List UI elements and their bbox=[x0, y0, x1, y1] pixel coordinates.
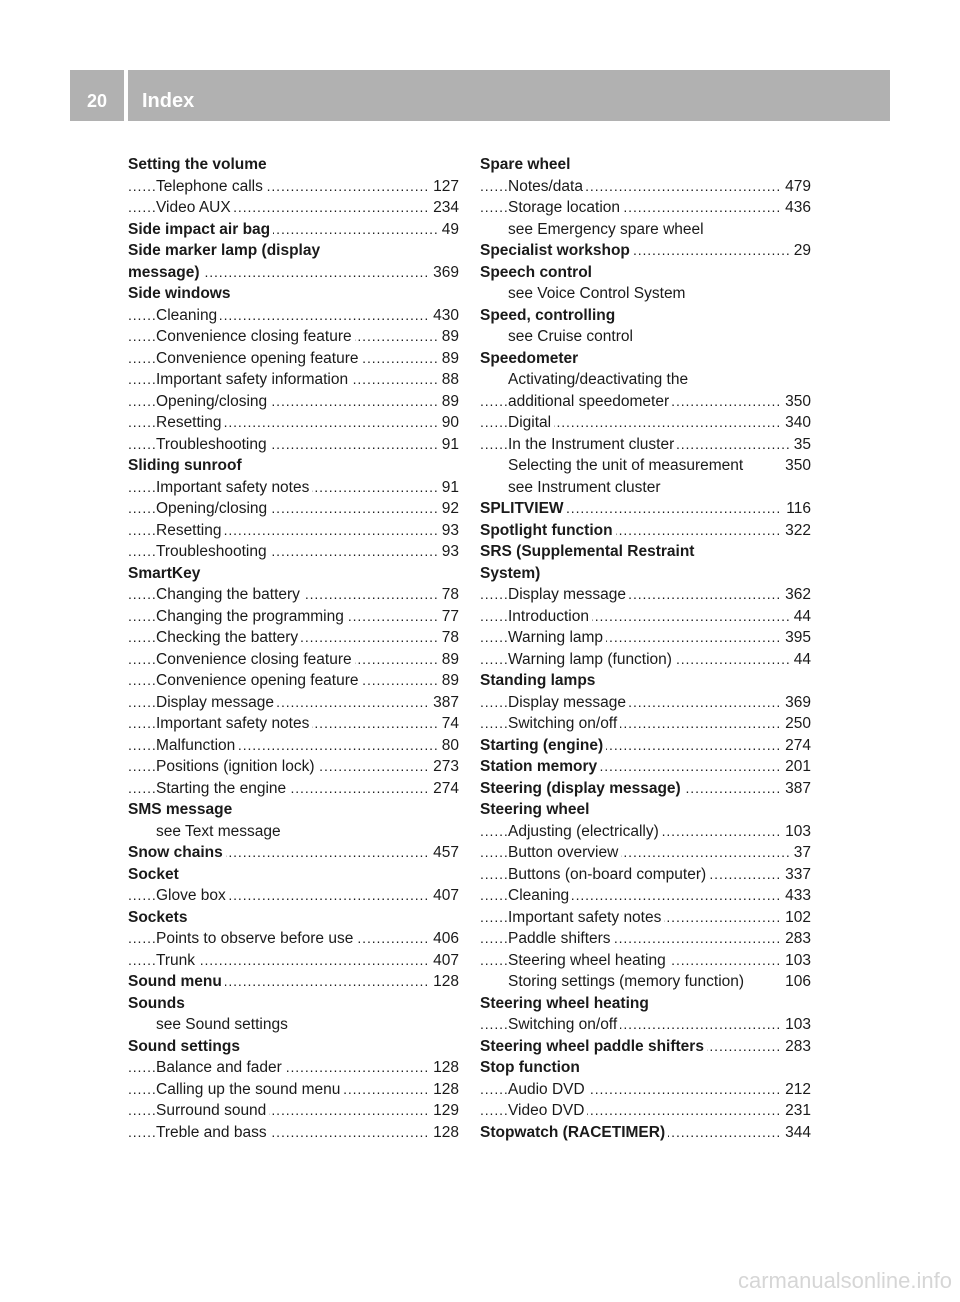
page-header bbox=[70, 70, 890, 121]
index-subentry bbox=[128, 197, 459, 219]
entry-page-number: 322 bbox=[781, 520, 811, 542]
index-subentry bbox=[480, 649, 811, 671]
index-entry bbox=[480, 154, 811, 176]
entry-page-number: 103 bbox=[781, 1014, 811, 1036]
entry-page-number: 91 bbox=[438, 477, 459, 499]
index-subentry bbox=[480, 1014, 811, 1036]
entry-text: Checking the battery bbox=[156, 629, 301, 646]
entry-text: see Emergency spare wheel bbox=[508, 221, 707, 238]
entry-page-number: 35 bbox=[790, 434, 811, 456]
entry-text: SPLITVIEW bbox=[480, 500, 567, 517]
index-entry bbox=[128, 455, 459, 477]
index-entry bbox=[128, 971, 459, 993]
entry-page-number: 407 bbox=[429, 885, 459, 907]
index-subentry bbox=[128, 713, 459, 735]
page-number: 20 bbox=[86, 91, 108, 111]
entry-page-number: 93 bbox=[438, 541, 459, 563]
entry-text: Points to observe before use bbox=[156, 930, 356, 947]
entry-text: Surround sound bbox=[156, 1102, 269, 1119]
index-subentry bbox=[480, 864, 811, 886]
entry-page-number: 406 bbox=[429, 928, 459, 950]
index-subentry bbox=[480, 434, 811, 456]
entry-page-number: 129 bbox=[429, 1100, 459, 1122]
entry-text: Balance and fader bbox=[156, 1059, 285, 1076]
entry-page-number: 89 bbox=[438, 391, 459, 413]
index-subentry bbox=[128, 649, 459, 671]
index-subentry bbox=[128, 498, 459, 520]
index-entry bbox=[480, 520, 811, 542]
entry-text: see Instrument cluster bbox=[508, 479, 663, 496]
entry-text: see Cruise control bbox=[508, 328, 636, 345]
entry-text: Convenience opening feature bbox=[156, 672, 362, 689]
entry-page-number: 283 bbox=[781, 1036, 811, 1058]
entry-page-number: 350 bbox=[781, 391, 811, 413]
entry-text: Resetting bbox=[156, 522, 224, 539]
entry-page-number: 49 bbox=[438, 219, 459, 241]
index-entry bbox=[128, 262, 459, 284]
entry-text: see Text message bbox=[156, 823, 284, 840]
entry-text: Changing the battery bbox=[156, 586, 303, 603]
entry-text: Station memory bbox=[480, 758, 600, 775]
index-subentry bbox=[480, 219, 811, 241]
index-entry bbox=[480, 498, 811, 520]
entry-text: Starting the engine bbox=[156, 780, 289, 797]
entry-page-number: 201 bbox=[781, 756, 811, 778]
entry-text: Standing lamps bbox=[480, 672, 598, 689]
index-subentry bbox=[128, 1100, 459, 1122]
entry-text: Sound settings bbox=[128, 1038, 243, 1055]
entry-text: Opening/closing bbox=[156, 500, 270, 517]
index-entry bbox=[128, 993, 459, 1015]
entry-page-number: 128 bbox=[429, 1079, 459, 1101]
index-subentry bbox=[480, 391, 811, 413]
entry-page-number: 116 bbox=[782, 498, 811, 520]
entry-page-number: 274 bbox=[429, 778, 459, 800]
entry-page-number: 250 bbox=[781, 713, 811, 735]
entry-page-number: 92 bbox=[438, 498, 459, 520]
index-subentry bbox=[128, 778, 459, 800]
entry-text: Important safety information bbox=[156, 371, 351, 388]
entry-text: see Sound settings bbox=[156, 1016, 291, 1033]
entry-page-number: 231 bbox=[781, 1100, 811, 1122]
entry-text: Important safety notes bbox=[156, 479, 312, 496]
entry-page-number: 369 bbox=[781, 692, 811, 714]
entry-page-number: 128 bbox=[429, 971, 459, 993]
index-entry bbox=[128, 907, 459, 929]
entry-page-number: 102 bbox=[781, 907, 811, 929]
index-subentry bbox=[128, 735, 459, 757]
index-entry bbox=[128, 799, 459, 821]
entry-page-number: 283 bbox=[781, 928, 811, 950]
entry-text: Side marker lamp (display bbox=[128, 242, 323, 259]
entry-text: Steering (display message) bbox=[480, 780, 684, 797]
section-title-bar bbox=[128, 70, 890, 121]
entry-text: Socket bbox=[128, 866, 182, 883]
entry-page-number: 479 bbox=[781, 176, 811, 198]
index-subentry bbox=[480, 584, 811, 606]
index-subentry bbox=[480, 176, 811, 198]
index-entry bbox=[480, 563, 811, 585]
entry-text: In the Instrument cluster bbox=[508, 436, 677, 453]
entry-page-number: 78 bbox=[438, 627, 459, 649]
watermark: carmanualsonline.info bbox=[737, 1268, 952, 1293]
index-subentry bbox=[128, 176, 459, 198]
entry-page-number: 93 bbox=[438, 520, 459, 542]
entry-page-number: 362 bbox=[781, 584, 811, 606]
index-entry bbox=[128, 842, 459, 864]
index-subentry bbox=[128, 369, 459, 391]
entry-text: Sockets bbox=[128, 909, 190, 926]
index-subentry bbox=[480, 885, 811, 907]
entry-page-number: 106 bbox=[781, 971, 811, 993]
entry-page-number: 44 bbox=[790, 606, 811, 628]
index-subentry bbox=[480, 907, 811, 929]
entry-page-number: 128 bbox=[429, 1122, 459, 1144]
index-entry bbox=[480, 1122, 811, 1144]
entry-text: Sound menu bbox=[128, 973, 225, 990]
entry-text: Stopwatch (RACETIMER) bbox=[480, 1124, 668, 1141]
index-subentry bbox=[480, 283, 811, 305]
entry-page-number: 395 bbox=[781, 627, 811, 649]
entry-page-number: 78 bbox=[438, 584, 459, 606]
entry-page-number: 37 bbox=[790, 842, 811, 864]
entry-page-number: 44 bbox=[790, 649, 811, 671]
entry-text: Treble and bass bbox=[156, 1124, 270, 1141]
entry-text: Sliding sunroof bbox=[128, 457, 245, 474]
entry-text: Convenience closing feature bbox=[156, 651, 355, 668]
entry-page-number: 74 bbox=[438, 713, 459, 735]
entry-text: Switching on/off bbox=[508, 715, 620, 732]
entry-text: Steering wheel heating bbox=[508, 952, 669, 969]
index-entry bbox=[128, 563, 459, 585]
entry-text: Buttons (on-board computer) bbox=[508, 866, 709, 883]
index-subentry bbox=[480, 1100, 811, 1122]
index-subentry bbox=[128, 627, 459, 649]
entry-text: Display message bbox=[508, 586, 629, 603]
index-subentry bbox=[128, 1057, 459, 1079]
entry-text: Display message bbox=[508, 694, 629, 711]
entry-text: Important safety notes bbox=[156, 715, 312, 732]
entry-text: Important safety notes bbox=[508, 909, 664, 926]
index-subentry bbox=[128, 885, 459, 907]
entry-text: Stop function bbox=[480, 1059, 583, 1076]
entry-page-number: 457 bbox=[429, 842, 459, 864]
entry-text: Storage location bbox=[508, 199, 623, 216]
entry-text: Spotlight function bbox=[480, 522, 616, 539]
index-subentry bbox=[480, 606, 811, 628]
entry-text: Paddle shifters bbox=[508, 930, 614, 947]
index-subentry bbox=[128, 756, 459, 778]
entry-page-number: 90 bbox=[438, 412, 459, 434]
entry-text: Specialist workshop bbox=[480, 242, 633, 259]
entry-text: Glove box bbox=[156, 887, 229, 904]
index-entry bbox=[128, 154, 459, 176]
entry-text: Cleaning bbox=[508, 887, 572, 904]
entry-text: Introduction bbox=[508, 608, 592, 625]
index-entry bbox=[480, 993, 811, 1015]
index-entry bbox=[128, 219, 459, 241]
index-entry bbox=[480, 670, 811, 692]
entry-text: Display message bbox=[156, 694, 277, 711]
entry-text: Warning lamp bbox=[508, 629, 606, 646]
entry-page-number: 344 bbox=[781, 1122, 811, 1144]
entry-text: Spare wheel bbox=[480, 156, 573, 173]
index-subentry bbox=[128, 305, 459, 327]
entry-text: Video DVD bbox=[508, 1102, 587, 1119]
entry-text: additional speedometer bbox=[508, 393, 672, 410]
entry-page-number: 127 bbox=[429, 176, 459, 198]
entry-text: Switching on/off bbox=[508, 1016, 620, 1033]
index-entry bbox=[480, 1036, 811, 1058]
entry-text: Troubleshooting bbox=[156, 543, 270, 560]
entry-text: Opening/closing bbox=[156, 393, 270, 410]
index-subentry bbox=[480, 1079, 811, 1101]
entry-page-number: 128 bbox=[429, 1057, 459, 1079]
entry-page-number: 337 bbox=[781, 864, 811, 886]
index-subentry bbox=[128, 1079, 459, 1101]
index-column-right bbox=[480, 154, 811, 1143]
entry-text: Side impact air bag bbox=[128, 221, 273, 238]
index-entry bbox=[480, 240, 811, 262]
entry-text: Positions (ignition lock) bbox=[156, 758, 318, 775]
entry-page-number: 89 bbox=[438, 649, 459, 671]
index-subentry bbox=[480, 477, 811, 499]
index-subentry bbox=[128, 412, 459, 434]
index-entry bbox=[128, 1036, 459, 1058]
entry-text: System) bbox=[480, 565, 543, 582]
entry-text: Speech control bbox=[480, 264, 595, 281]
index-entry bbox=[480, 735, 811, 757]
entry-page-number: 234 bbox=[429, 197, 459, 219]
entry-text: Resetting bbox=[156, 414, 224, 431]
entry-text: Cleaning bbox=[156, 307, 220, 324]
entry-page-number: 387 bbox=[781, 778, 811, 800]
entry-page-number: 387 bbox=[429, 692, 459, 714]
index-subentry bbox=[480, 950, 811, 972]
entry-text: Starting (engine) bbox=[480, 737, 606, 754]
index-subentry bbox=[128, 520, 459, 542]
entry-text: Button overview bbox=[508, 844, 621, 861]
entry-page-number: 436 bbox=[781, 197, 811, 219]
index-subentry bbox=[480, 369, 811, 391]
entry-page-number: 91 bbox=[438, 434, 459, 456]
entry-text: Warning lamp (function) bbox=[508, 651, 675, 668]
index-entry bbox=[480, 1057, 811, 1079]
entry-page-number: 77 bbox=[438, 606, 459, 628]
index-subentry bbox=[480, 821, 811, 843]
entry-page-number: 29 bbox=[790, 240, 811, 262]
index-subentry bbox=[128, 1122, 459, 1144]
entry-text: SRS (Supplemental Restraint bbox=[480, 543, 697, 560]
index-subentry bbox=[128, 326, 459, 348]
entry-text: Side windows bbox=[128, 285, 233, 302]
entry-page-number: 89 bbox=[438, 348, 459, 370]
entry-page-number: 80 bbox=[438, 735, 459, 757]
section-title: Index bbox=[142, 90, 195, 112]
entry-text: see Voice Control System bbox=[508, 285, 688, 302]
index-entry bbox=[480, 262, 811, 284]
entry-text: Notes/data bbox=[508, 178, 586, 195]
entry-page-number: 350 bbox=[781, 455, 811, 477]
index-entry bbox=[480, 541, 811, 563]
entry-text: SmartKey bbox=[128, 565, 203, 582]
entry-text: Telephone calls bbox=[156, 178, 266, 195]
entry-text: Steering wheel bbox=[480, 801, 592, 818]
entry-page-number: 89 bbox=[438, 326, 459, 348]
entry-text: Setting the volume bbox=[128, 156, 270, 173]
entry-text: Malfunction bbox=[156, 737, 238, 754]
entry-page-number: 369 bbox=[429, 262, 459, 284]
entry-text: message) bbox=[128, 264, 203, 281]
entry-text: Trunk bbox=[156, 952, 198, 969]
entry-text: Speed, controlling bbox=[480, 307, 618, 324]
entry-page-number: 103 bbox=[781, 950, 811, 972]
index-subentry bbox=[480, 412, 811, 434]
index-subentry bbox=[128, 821, 459, 843]
entry-text: Snow chains bbox=[128, 844, 226, 861]
index-subentry bbox=[128, 434, 459, 456]
entry-text: Steering wheel paddle shifters bbox=[480, 1038, 707, 1055]
entry-page-number: 433 bbox=[781, 885, 811, 907]
entry-text: Adjusting (electrically) bbox=[508, 823, 662, 840]
index-entry bbox=[480, 305, 811, 327]
index-entry bbox=[480, 348, 811, 370]
entry-page-number: 212 bbox=[781, 1079, 811, 1101]
index-subentry bbox=[480, 971, 811, 993]
entry-page-number: 273 bbox=[429, 756, 459, 778]
entry-text: Convenience closing feature bbox=[156, 328, 355, 345]
page-number-box bbox=[70, 70, 124, 121]
entry-page-number: 274 bbox=[781, 735, 811, 757]
entry-page-number: 103 bbox=[781, 821, 811, 843]
index-subentry bbox=[128, 541, 459, 563]
entry-page-number: 89 bbox=[438, 670, 459, 692]
entry-text: Convenience opening feature bbox=[156, 350, 362, 367]
index-subentry bbox=[480, 197, 811, 219]
index-entry bbox=[480, 756, 811, 778]
index-subentry bbox=[128, 584, 459, 606]
index-subentry bbox=[128, 928, 459, 950]
index-subentry bbox=[480, 928, 811, 950]
index-subentry bbox=[128, 670, 459, 692]
entry-text: Calling up the sound menu bbox=[156, 1081, 343, 1098]
entry-text: Selecting the unit of measurement bbox=[508, 457, 746, 474]
entry-text: SMS message bbox=[128, 801, 235, 818]
entry-text: Storing settings (memory function) bbox=[508, 973, 747, 990]
entry-text: Changing the programming bbox=[156, 608, 347, 625]
entry-text: Audio DVD bbox=[508, 1081, 588, 1098]
index-subentry bbox=[480, 627, 811, 649]
entry-text: Video AUX bbox=[156, 199, 234, 216]
entry-text: Activating/deactivating the bbox=[508, 371, 691, 388]
index-subentry bbox=[480, 455, 811, 477]
index-entry bbox=[480, 778, 811, 800]
index-subentry bbox=[128, 348, 459, 370]
index-subentry bbox=[128, 692, 459, 714]
index-subentry bbox=[128, 606, 459, 628]
index-entry bbox=[128, 283, 459, 305]
index-entry bbox=[128, 864, 459, 886]
entry-text: Speedometer bbox=[480, 350, 581, 367]
entry-text: Steering wheel heating bbox=[480, 995, 652, 1012]
index-subentry bbox=[480, 692, 811, 714]
index-subentry bbox=[128, 391, 459, 413]
entry-page-number: 340 bbox=[781, 412, 811, 434]
entry-page-number: 430 bbox=[429, 305, 459, 327]
index-column-left bbox=[128, 154, 459, 1143]
index-subentry bbox=[480, 842, 811, 864]
entry-text: Sounds bbox=[128, 995, 188, 1012]
index-subentry bbox=[480, 713, 811, 735]
index-subentry bbox=[128, 1014, 459, 1036]
entry-page-number: 407 bbox=[429, 950, 459, 972]
entry-page-number: 88 bbox=[438, 369, 459, 391]
index-subentry bbox=[480, 326, 811, 348]
entry-text: Troubleshooting bbox=[156, 436, 270, 453]
index-subentry bbox=[128, 950, 459, 972]
index-subentry bbox=[128, 477, 459, 499]
index-entry bbox=[480, 799, 811, 821]
entry-text: Digital bbox=[508, 414, 554, 431]
index-entry bbox=[128, 240, 459, 262]
